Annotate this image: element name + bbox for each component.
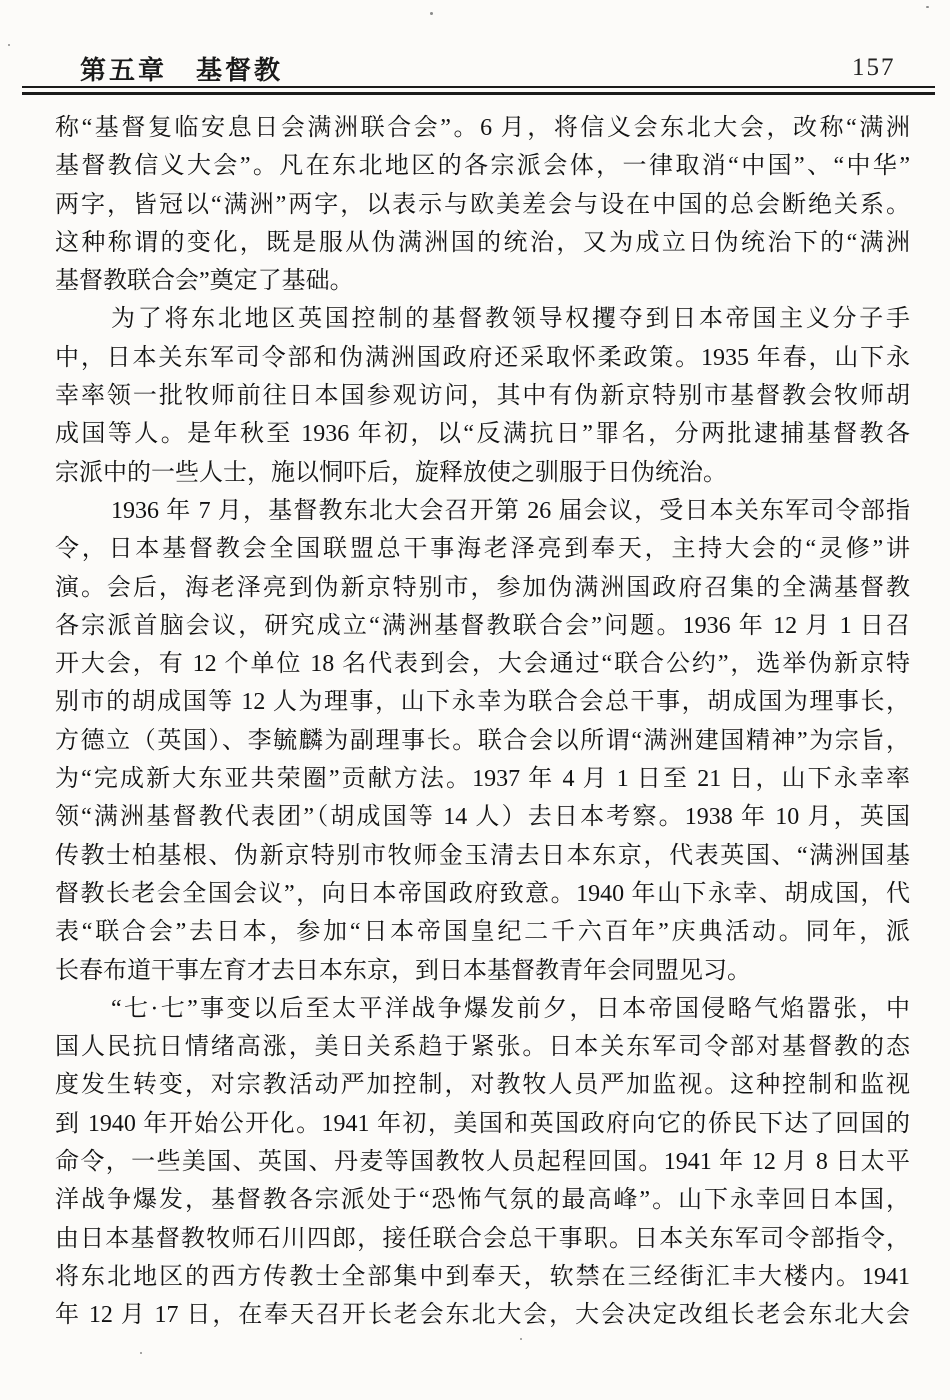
text-line-p3-l13: 长春布道干事左育才去日本东京，到日本基督教青年会同盟见习。: [55, 957, 751, 984]
text-line-p4-l2: 国人民抗日情绪高涨，美日关系趋于紧张。日本关东军司令部对基督教的态: [55, 1034, 910, 1061]
scan-speck: [430, 12, 433, 15]
scan-speck: [520, 1338, 522, 1340]
text-line-p3-l4: 各宗派首脑会议，研究成立“满洲基督教联合会”问题。1936 年 12 月 1 日召: [55, 612, 910, 639]
text-line-p2-l2: 中，日本关东军司令部和伪满洲国政府还采取怀柔政策。1935 年春，山下永: [55, 344, 910, 371]
text-line-p4-l7: 由日本基督教牧师石川四郎，接任联合会总干事职。日本关东军司令部指令，: [55, 1225, 910, 1252]
scan-speck: [140, 1352, 142, 1354]
text-line-p2-l1: 为了将东北地区英国控制的基督教领导权攫夺到日本帝国主义分子手: [111, 306, 910, 333]
text-line-p4-l3: 度发生转变，对宗教活动严加控制，对教牧人员严加监视。这种控制和监视: [55, 1072, 910, 1099]
text-line-p3-l9: 领“满洲基督教代表团”（胡成国等 14 人）去日本考察。1938 年 10 月，英国: [55, 804, 910, 831]
text-line-p3-l5: 开大会，有 12 个单位 18 名代表到会，大会通过“联合公约”，选举伪新京特: [55, 651, 910, 678]
text-line-p2-l5: 宗派中的一些人士，施以恫吓后，旋释放使之驯服于日伪统治。: [55, 459, 727, 486]
text-line-p3-l12: 表“联合会”去日本，参加“日本帝国皇纪二千六百年”庆典活动。同年，派: [55, 919, 910, 946]
text-line-p2-l4: 成国等人。是年秋至 1936 年初，以“反满抗日”罪名，分两批逮捕基督教各: [55, 421, 910, 448]
text-line-p4-l5: 命令，一些美国、英国、丹麦等国教牧人员起程回国。1941 年 12 月 8 日太平: [55, 1149, 910, 1176]
scan-speck: [926, 6, 929, 8]
text-line-p4-l1: “七·七”事变以后至太平洋战争爆发前夕，日本帝国侵略气焰嚣张，中: [111, 995, 910, 1022]
text-line-p3-l1: 1936 年 7 月，基督教东北大会召开第 26 届会议，受日本关东军司令部指: [111, 497, 910, 524]
text-line-p3-l11: 督教长老会全国会议”，向日本帝国政府致意。1940 年山下永幸、胡成国，代: [55, 880, 910, 907]
page-number: 157: [852, 54, 896, 81]
text-line-p1-l5: 基督教联合会”奠定了基础。: [55, 268, 354, 295]
text-line-p1-l2: 基督教信义大会”。凡在东北地区的各宗派会体，一律取消“中国”、“中华”: [55, 153, 910, 180]
running-header-chapter: 第五章 基督教: [80, 56, 284, 85]
text-line-p3-l6: 别市的胡成国等 12 人为理事，山下永幸为联合会总干事，胡成国为理事长，: [55, 689, 910, 716]
text-line-p1-l3: 两字，皆冠以“满洲”两字，以表示与欧美差会与设在中国的总会断绝关系。: [55, 191, 910, 218]
scan-speck: [8, 44, 10, 46]
text-line-p3-l3: 演。会后，海老泽亮到伪新京特别市，参加伪满洲国政府召集的全满基督教: [55, 574, 910, 601]
text-line-p3-l8: 为“完成新大东亚共荣圈”贡献方法。1937 年 4 月 1 日至 21 日，山下永幸率: [55, 766, 910, 793]
header-double-rule: [22, 86, 935, 95]
text-line-p4-l4: 到 1940 年开始公开化。1941 年初，美国和英国政府向它的侨民下达了回国的: [55, 1110, 910, 1137]
text-line-p4-l8: 将东北地区的西方传教士全部集中到奉天，软禁在三经街汇丰大楼内。1941: [55, 1263, 910, 1290]
text-line-p3-l7: 方德立（英国）、李毓麟为副理事长。联合会以所谓“满洲建国精神”为宗旨，: [55, 727, 910, 754]
body-text: [55, 109, 910, 1335]
text-line-p1-l1: 称“基督复临安息日会满洲联合会”。6 月，将信义会东北大会，改称“满洲: [55, 115, 910, 141]
text-line-p4-l6: 洋战争爆发，基督教各宗派处于“恐怖气氛的最高峰”。山下永幸回日本国，: [55, 1187, 910, 1214]
text-line-p3-l10: 传教士柏基根、伪新京特别市牧师金玉清去日本东京，代表英国、“满洲国基: [55, 842, 910, 869]
text-line-p1-l4: 这种称谓的变化，既是服从伪满洲国的统治，又为成立日伪统治下的“满洲: [55, 229, 910, 256]
text-line-p4-l9: 年 12 月 17 日，在奉天召开长老会东北大会，大会决定改组长老会东北大会: [55, 1302, 910, 1329]
text-line-p2-l3: 幸率领一批牧师前往日本国参观访问，其中有伪新京特别市基督教会牧师胡: [55, 383, 910, 410]
text-line-p3-l2: 令，日本基督教会全国联盟总干事海老泽亮到奉天，主持大会的“灵修”讲: [55, 536, 910, 563]
